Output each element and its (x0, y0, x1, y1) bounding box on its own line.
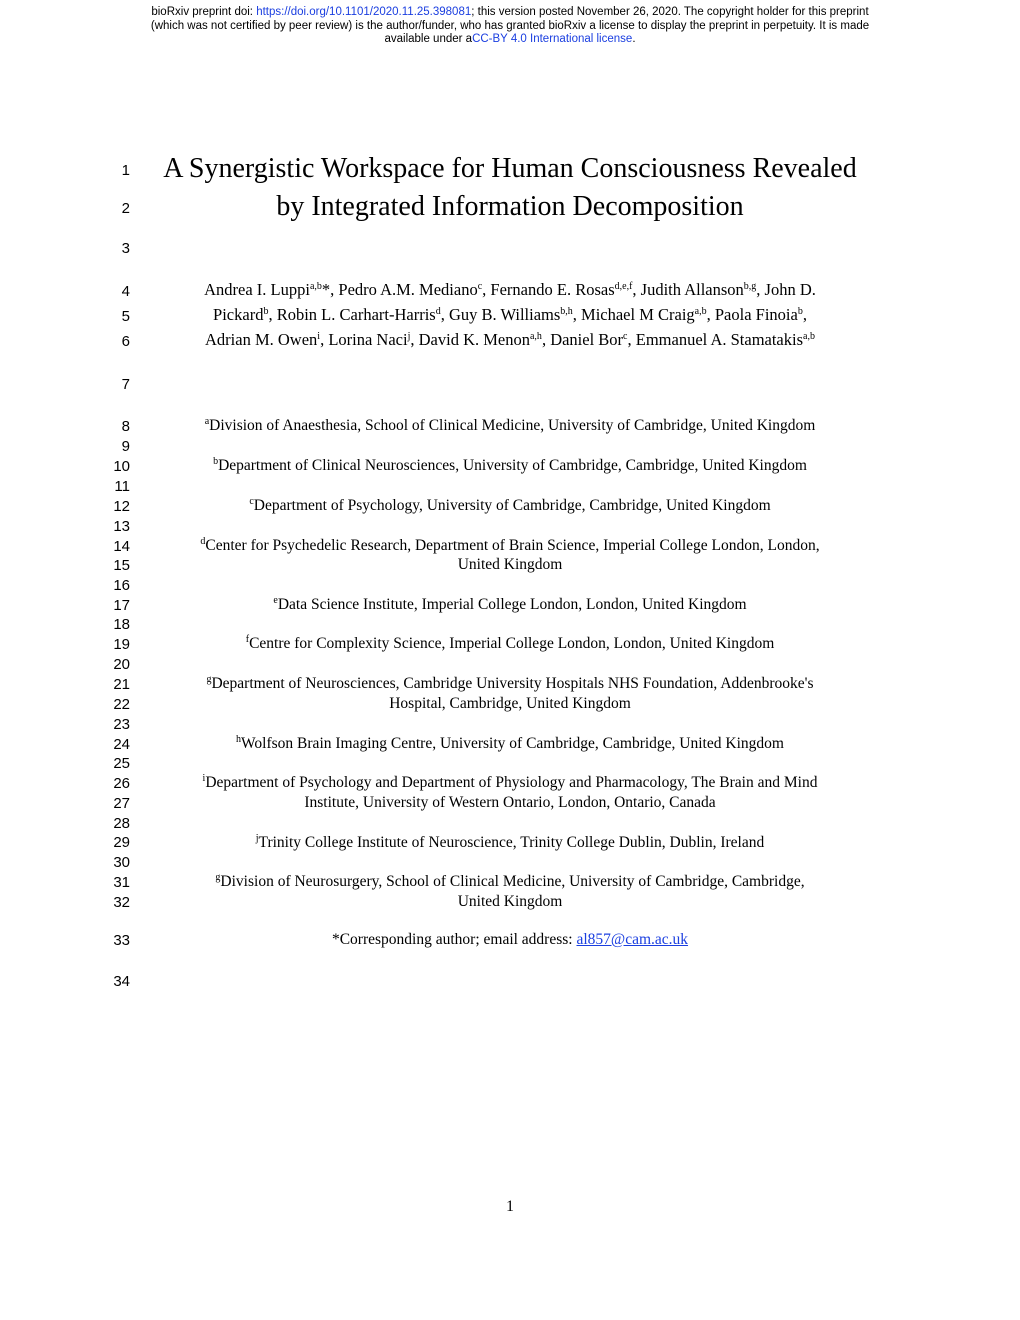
line-number: 10 (113, 458, 130, 475)
author-name: Lorina Naci (328, 330, 408, 349)
line-number: 17 (113, 597, 130, 614)
paper-title-line-1: A Synergistic Workspace for Human Consciousness Revealed (163, 153, 857, 184)
license-link[interactable]: CC-BY 4.0 International license (472, 33, 633, 45)
author-name: Daniel Bor (550, 330, 624, 349)
author-name: Pedro A.M. Mediano (338, 280, 478, 299)
banner-line-1: bioRxiv preprint doi: https://doi.org/10.1101/2020.11.25.398081; this version posted November 26, 2020. The copyright holder for this preprint (151, 6, 869, 18)
line-number: 14 (113, 538, 130, 555)
line-number: 18 (113, 616, 130, 633)
affiliation-a: $^a$Division of Anaesthesia, School of Clinical Medicine, University of Cambridge, United Kingdom (204, 416, 816, 434)
line-number: 13 (113, 518, 130, 535)
line-number: 9 (121, 438, 130, 455)
line-number: 15 (113, 557, 130, 574)
author-name: David K. Menon (418, 330, 530, 349)
line-number: 26 (113, 775, 130, 792)
affiliation-f: $^f$Centre for Complexity Science, Imperial College London, London, United Kingdom (245, 634, 775, 652)
line-number: 2 (121, 200, 130, 217)
line-number: 8 (121, 418, 130, 435)
author-name: Fernando E. Rosas (490, 280, 615, 299)
affiliation-g-cont: Hospital, Cambridge, United Kingdom (389, 695, 631, 712)
line-number: 12 (113, 498, 130, 515)
line-number: 4 (121, 283, 130, 300)
author-name: Adrian M. Owen (205, 330, 318, 349)
line-number: 1 (121, 162, 130, 179)
line-number: 11 (114, 478, 130, 495)
affiliation-i-cont: Institute, University of Western Ontario, London, Ontario, Canada (304, 794, 716, 811)
line-number: 3 (121, 240, 130, 257)
line-number: 22 (113, 696, 130, 713)
line-number: 34 (113, 973, 130, 990)
line-number: 30 (113, 854, 130, 871)
line-number: 19 (113, 636, 130, 653)
affiliation-c: $^c$Department of Psychology, University of Cambridge, Cambridge, United Kingdom (249, 496, 771, 514)
author-name: Robin L. Carhart-Harris (276, 305, 436, 324)
corresponding-author: *Corresponding author; email address: al857@cam.ac.uk (331, 931, 689, 948)
author-line-3: Adrian M. Owen$^i$, Lorina Naci$^j$, David K. Menon$^{a,h}$, Daniel Bor$^c$, Emmanuel A. Stamatakis$^{a,b}$ (205, 330, 815, 349)
author-name: Andrea I. Luppi (204, 280, 310, 299)
author-name: Judith Allanson (640, 280, 744, 299)
author-name: Emmanuel A. Stamatakis (635, 330, 804, 349)
banner-line-2: (which was not certified by peer review) is the author/funder, who has granted bioRxiv a license to display the preprint in perpetuity. It is made (150, 19, 870, 32)
line-number: 32 (113, 894, 130, 911)
line-number: 5 (121, 308, 130, 325)
affiliation-d-cont: United Kingdom (457, 556, 563, 573)
line-number: 6 (121, 333, 130, 350)
affiliation-i: $^i$Department of Psychology and Department of Physiology and Pharmacology, The Brain and Mind (202, 773, 818, 791)
line-number: 21 (113, 676, 130, 693)
affiliation-h: $^h$Wolfson Brain Imaging Centre, University of Cambridge, Cambridge, United Kingdom (236, 734, 784, 752)
paper-title-line-2: by Integrated Information Decomposition (276, 191, 744, 222)
line-number: 29 (113, 834, 130, 851)
affiliation-e: $^e$Data Science Institute, Imperial College London, London, United Kingdom (273, 595, 747, 613)
affiliation-j: $^j$Trinity College Institute of Neuroscience, Trinity College Dublin, Dublin, Ireland (255, 833, 765, 851)
line-number: 33 (113, 932, 130, 949)
line-number: 24 (113, 736, 130, 753)
line-number: 23 (113, 716, 130, 733)
affiliation-d: $^d$Center for Psychedelic Research, Department of Brain Science, Imperial College London, London, (200, 536, 820, 554)
line-number: 16 (113, 577, 130, 594)
line-number: 27 (113, 795, 130, 812)
line-number: 31 (113, 874, 130, 891)
author-name: Pickard (213, 305, 264, 324)
line-number: 7 (121, 376, 130, 393)
line-number: 28 (113, 815, 130, 832)
author-line-2: Pickard$^b$, Robin L. Carhart-Harris$^d$, Guy B. Williams$^{b,h}$, Michael M Craig$^{a,b}$, Paola Finoia$^b$, (213, 305, 807, 324)
affiliation-g2-cont: United Kingdom (457, 893, 563, 910)
affiliation-g: $^g$Department of Neurosciences, Cambridge University Hospitals NHS Foundation, Addenbrooke's (206, 674, 814, 692)
line-number: 25 (113, 755, 130, 772)
email-link[interactable]: al857@cam.ac.uk (576, 931, 689, 948)
page-number: 1 (506, 1198, 514, 1215)
author-line-1: Andrea I. Luppi$^{a,b}$*, Pedro A.M. Mediano$^c$, Fernando E. Rosas$^{d,e,f}$, Judith Allanson$^{b,g}$, John D. (204, 280, 816, 299)
line-number: 20 (113, 656, 130, 673)
doi-link[interactable]: https://doi.org/10.1101/2020.11.25.398081 (256, 6, 472, 18)
author-name: Guy B. Williams (448, 305, 561, 324)
author-name: Paola Finoia (714, 305, 798, 324)
preprint-banner (0, 6, 1020, 47)
affiliation-g2: $^g$Division of Neurosurgery, School of Clinical Medicine, University of Cambridge, Cambridge, (215, 872, 805, 890)
author-name: Michael M Craig (581, 305, 695, 324)
banner-line-3: available under aCC-BY 4.0 International license. (384, 33, 636, 45)
affiliation-b: $^b$Department of Clinical Neurosciences, University of Cambridge, Cambridge, United Kingdom (213, 456, 807, 474)
